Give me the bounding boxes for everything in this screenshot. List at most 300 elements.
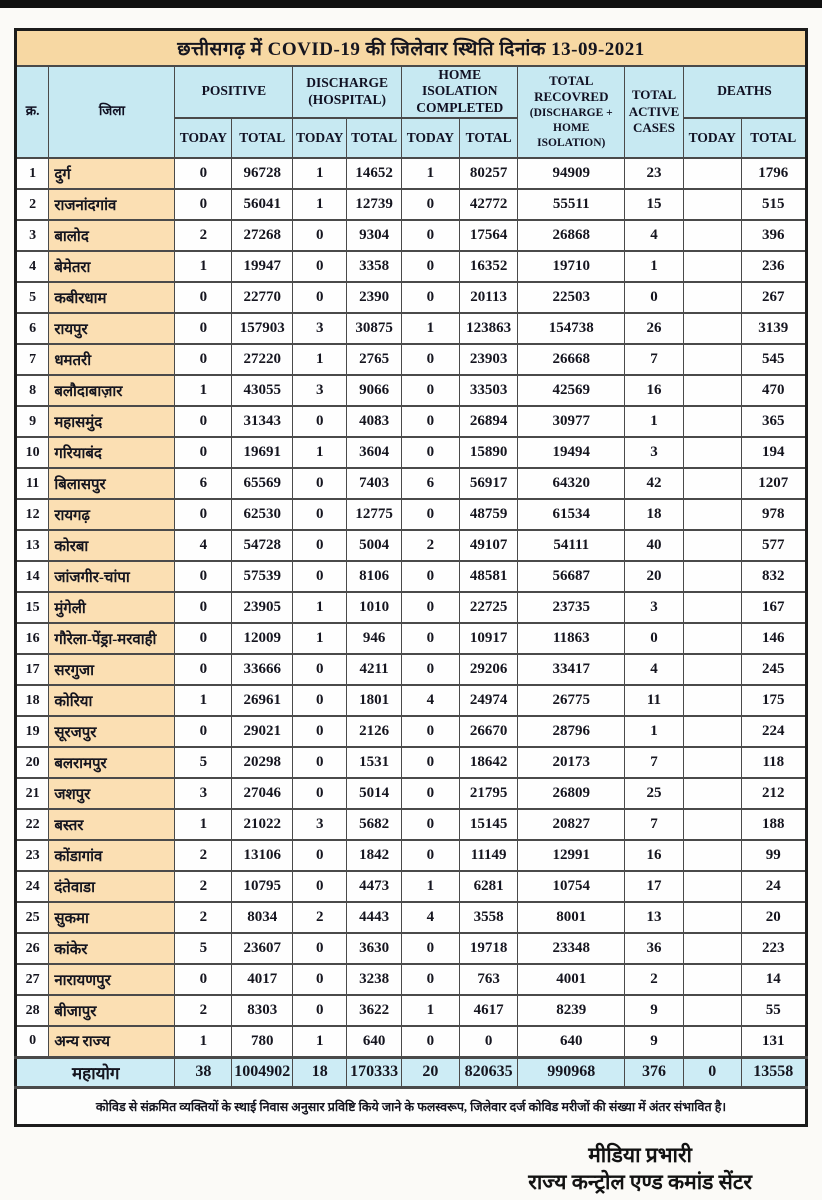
value-cell: 0 bbox=[293, 871, 347, 902]
value-cell: 40 bbox=[625, 530, 684, 561]
value-cell: 2126 bbox=[347, 716, 402, 747]
district-cell: कबीरधाम bbox=[49, 282, 175, 313]
district-cell: सरगुजा bbox=[49, 654, 175, 685]
value-cell: 0 bbox=[402, 344, 460, 375]
total-deaths-total: 13558 bbox=[741, 1057, 806, 1087]
value-cell bbox=[683, 220, 741, 251]
value-cell bbox=[683, 406, 741, 437]
value-cell: 20827 bbox=[518, 809, 625, 840]
district-cell: बालोद bbox=[49, 220, 175, 251]
value-cell bbox=[683, 778, 741, 809]
district-cell: दंतेवाडा bbox=[49, 871, 175, 902]
table-row bbox=[16, 282, 807, 313]
value-cell: 7 bbox=[625, 809, 684, 840]
value-cell: 9 bbox=[625, 995, 684, 1026]
district-cell: कोंडागांव bbox=[49, 840, 175, 871]
value-cell: 2390 bbox=[347, 282, 402, 313]
value-cell bbox=[683, 251, 741, 282]
value-cell: 36 bbox=[625, 933, 684, 964]
serial-cell: 14 bbox=[16, 561, 49, 592]
value-cell: 4211 bbox=[347, 654, 402, 685]
value-cell: 14 bbox=[741, 964, 806, 995]
table-body bbox=[16, 158, 807, 1057]
district-cell: अन्य राज्य bbox=[49, 1026, 175, 1057]
value-cell: 6 bbox=[402, 468, 460, 499]
value-cell: 19494 bbox=[518, 437, 625, 468]
value-cell: 0 bbox=[402, 220, 460, 251]
value-cell: 0 bbox=[402, 747, 460, 778]
value-cell: 2 bbox=[175, 871, 232, 902]
serial-cell: 17 bbox=[16, 654, 49, 685]
value-cell: 26670 bbox=[459, 716, 518, 747]
value-cell bbox=[683, 995, 741, 1026]
value-cell: 14652 bbox=[347, 158, 402, 189]
value-cell: 1801 bbox=[347, 685, 402, 716]
value-cell: 3604 bbox=[347, 437, 402, 468]
serial-cell: 0 bbox=[16, 1026, 49, 1057]
value-cell: 4 bbox=[402, 902, 460, 933]
value-cell: 12991 bbox=[518, 840, 625, 871]
value-cell: 54728 bbox=[232, 530, 293, 561]
district-cell: जशपुर bbox=[49, 778, 175, 809]
value-cell: 3 bbox=[625, 437, 684, 468]
value-cell: 470 bbox=[741, 375, 806, 406]
value-cell: 0 bbox=[175, 437, 232, 468]
value-cell: 0 bbox=[175, 623, 232, 654]
value-cell: 0 bbox=[402, 592, 460, 623]
table-row bbox=[16, 251, 807, 282]
serial-cell: 27 bbox=[16, 964, 49, 995]
value-cell: 978 bbox=[741, 499, 806, 530]
value-cell: 4 bbox=[175, 530, 232, 561]
value-cell bbox=[683, 1026, 741, 1057]
value-cell: 20173 bbox=[518, 747, 625, 778]
value-cell: 0 bbox=[402, 933, 460, 964]
table-row bbox=[16, 406, 807, 437]
value-cell bbox=[683, 809, 741, 840]
value-cell: 146 bbox=[741, 623, 806, 654]
serial-cell: 4 bbox=[16, 251, 49, 282]
value-cell: 2 bbox=[402, 530, 460, 561]
value-cell: 1 bbox=[293, 158, 347, 189]
value-cell: 10795 bbox=[232, 871, 293, 902]
serial-cell: 1 bbox=[16, 158, 49, 189]
table-row bbox=[16, 1026, 807, 1057]
value-cell: 11149 bbox=[459, 840, 518, 871]
value-cell: 26894 bbox=[459, 406, 518, 437]
value-cell: 26 bbox=[625, 313, 684, 344]
value-cell bbox=[683, 902, 741, 933]
table-row bbox=[16, 313, 807, 344]
value-cell: 15145 bbox=[459, 809, 518, 840]
value-cell: 20 bbox=[625, 561, 684, 592]
col-header-discharge: DISCHARGE (HOSPITAL) bbox=[293, 66, 402, 119]
value-cell: 0 bbox=[293, 251, 347, 282]
value-cell bbox=[683, 282, 741, 313]
serial-cell: 19 bbox=[16, 716, 49, 747]
value-cell: 5682 bbox=[347, 809, 402, 840]
value-cell: 0 bbox=[293, 778, 347, 809]
serial-cell: 20 bbox=[16, 747, 49, 778]
value-cell: 175 bbox=[741, 685, 806, 716]
value-cell: 0 bbox=[293, 406, 347, 437]
table-row bbox=[16, 468, 807, 499]
value-cell: 0 bbox=[402, 189, 460, 220]
value-cell: 167 bbox=[741, 592, 806, 623]
value-cell: 16352 bbox=[459, 251, 518, 282]
value-cell bbox=[683, 375, 741, 406]
value-cell: 245 bbox=[741, 654, 806, 685]
value-cell: 5 bbox=[175, 933, 232, 964]
value-cell: 4 bbox=[625, 220, 684, 251]
value-cell: 0 bbox=[402, 375, 460, 406]
value-cell: 17 bbox=[625, 871, 684, 902]
value-cell: 8303 bbox=[232, 995, 293, 1026]
table-row bbox=[16, 158, 807, 189]
col-header-deaths-today: TODAY bbox=[683, 118, 741, 158]
value-cell: 0 bbox=[175, 499, 232, 530]
value-cell: 0 bbox=[459, 1026, 518, 1057]
col-header-positive-total: TOTAL bbox=[232, 118, 293, 158]
value-cell: 396 bbox=[741, 220, 806, 251]
value-cell: 3558 bbox=[459, 902, 518, 933]
value-cell: 24974 bbox=[459, 685, 518, 716]
value-cell: 4617 bbox=[459, 995, 518, 1026]
value-cell: 0 bbox=[293, 530, 347, 561]
serial-cell: 11 bbox=[16, 468, 49, 499]
table-row bbox=[16, 530, 807, 561]
value-cell: 4 bbox=[402, 685, 460, 716]
value-cell: 99 bbox=[741, 840, 806, 871]
value-cell: 1 bbox=[402, 995, 460, 1026]
value-cell: 1 bbox=[402, 871, 460, 902]
value-cell: 20298 bbox=[232, 747, 293, 778]
district-cell: सूरजपुर bbox=[49, 716, 175, 747]
table-row bbox=[16, 902, 807, 933]
value-cell bbox=[683, 623, 741, 654]
grand-total-label: महायोग bbox=[16, 1057, 175, 1087]
value-cell: 49107 bbox=[459, 530, 518, 561]
serial-cell: 22 bbox=[16, 809, 49, 840]
value-cell: 21022 bbox=[232, 809, 293, 840]
signature-line-1: मीडिया प्रभारी bbox=[588, 1143, 692, 1167]
value-cell: 22503 bbox=[518, 282, 625, 313]
value-cell: 9 bbox=[625, 1026, 684, 1057]
value-cell: 0 bbox=[402, 840, 460, 871]
value-cell: 1531 bbox=[347, 747, 402, 778]
value-cell: 30875 bbox=[347, 313, 402, 344]
total-positive-total: 1004902 bbox=[232, 1057, 293, 1087]
value-cell: 0 bbox=[293, 747, 347, 778]
value-cell: 16 bbox=[625, 840, 684, 871]
value-cell: 56041 bbox=[232, 189, 293, 220]
table-row bbox=[16, 344, 807, 375]
value-cell: 29021 bbox=[232, 716, 293, 747]
value-cell: 0 bbox=[293, 964, 347, 995]
value-cell: 0 bbox=[293, 716, 347, 747]
value-cell: 0 bbox=[293, 282, 347, 313]
value-cell: 832 bbox=[741, 561, 806, 592]
value-cell: 43055 bbox=[232, 375, 293, 406]
value-cell: 0 bbox=[402, 964, 460, 995]
value-cell bbox=[683, 964, 741, 995]
district-cell: बीजापुर bbox=[49, 995, 175, 1026]
value-cell: 1 bbox=[293, 437, 347, 468]
value-cell: 223 bbox=[741, 933, 806, 964]
value-cell bbox=[683, 747, 741, 778]
value-cell bbox=[683, 313, 741, 344]
value-cell: 4473 bbox=[347, 871, 402, 902]
value-cell bbox=[683, 685, 741, 716]
value-cell: 6281 bbox=[459, 871, 518, 902]
table-row bbox=[16, 437, 807, 468]
district-cell: महासमुंद bbox=[49, 406, 175, 437]
value-cell: 19691 bbox=[232, 437, 293, 468]
value-cell: 946 bbox=[347, 623, 402, 654]
value-cell: 0 bbox=[175, 716, 232, 747]
top-black-strip bbox=[0, 0, 822, 8]
value-cell: 62530 bbox=[232, 499, 293, 530]
value-cell: 12009 bbox=[232, 623, 293, 654]
value-cell: 2 bbox=[625, 964, 684, 995]
value-cell: 3 bbox=[293, 375, 347, 406]
value-cell: 42 bbox=[625, 468, 684, 499]
value-cell: 23 bbox=[625, 158, 684, 189]
value-cell: 0 bbox=[293, 685, 347, 716]
value-cell: 23607 bbox=[232, 933, 293, 964]
table-row bbox=[16, 375, 807, 406]
total-homeiso-today: 20 bbox=[402, 1057, 460, 1087]
value-cell: 4083 bbox=[347, 406, 402, 437]
value-cell: 3 bbox=[293, 809, 347, 840]
value-cell: 31343 bbox=[232, 406, 293, 437]
value-cell: 1 bbox=[625, 406, 684, 437]
value-cell: 2 bbox=[293, 902, 347, 933]
value-cell: 18 bbox=[625, 499, 684, 530]
value-cell: 2765 bbox=[347, 344, 402, 375]
value-cell: 0 bbox=[175, 313, 232, 344]
value-cell: 0 bbox=[293, 995, 347, 1026]
value-cell: 80257 bbox=[459, 158, 518, 189]
covid-status-table bbox=[14, 28, 808, 1127]
serial-cell: 26 bbox=[16, 933, 49, 964]
value-cell: 55511 bbox=[518, 189, 625, 220]
value-cell: 56687 bbox=[518, 561, 625, 592]
serial-cell: 23 bbox=[16, 840, 49, 871]
serial-cell: 13 bbox=[16, 530, 49, 561]
serial-cell: 8 bbox=[16, 375, 49, 406]
value-cell: 33666 bbox=[232, 654, 293, 685]
total-discharge-total: 170333 bbox=[347, 1057, 402, 1087]
value-cell: 0 bbox=[402, 251, 460, 282]
district-cell: बिलासपुर bbox=[49, 468, 175, 499]
value-cell: 19710 bbox=[518, 251, 625, 282]
value-cell bbox=[683, 716, 741, 747]
value-cell: 0 bbox=[402, 654, 460, 685]
value-cell: 0 bbox=[175, 344, 232, 375]
district-cell: गरियाबंद bbox=[49, 437, 175, 468]
value-cell: 515 bbox=[741, 189, 806, 220]
value-cell: 0 bbox=[175, 964, 232, 995]
value-cell: 27046 bbox=[232, 778, 293, 809]
value-cell: 1842 bbox=[347, 840, 402, 871]
value-cell: 27220 bbox=[232, 344, 293, 375]
signature-line-2: राज्य कन्ट्रोल एण्ड कमांड सेंटर bbox=[528, 1170, 752, 1195]
table-row bbox=[16, 220, 807, 251]
value-cell: 96728 bbox=[232, 158, 293, 189]
col-header-homeiso-total: TOTAL bbox=[459, 118, 518, 158]
value-cell: 267 bbox=[741, 282, 806, 313]
value-cell: 3630 bbox=[347, 933, 402, 964]
value-cell: 577 bbox=[741, 530, 806, 561]
value-cell: 0 bbox=[175, 592, 232, 623]
value-cell: 1 bbox=[402, 158, 460, 189]
value-cell: 8001 bbox=[518, 902, 625, 933]
value-cell: 0 bbox=[402, 716, 460, 747]
value-cell: 0 bbox=[293, 654, 347, 685]
value-cell: 11 bbox=[625, 685, 684, 716]
value-cell: 1 bbox=[402, 313, 460, 344]
value-cell: 8106 bbox=[347, 561, 402, 592]
table-row bbox=[16, 747, 807, 778]
serial-cell: 6 bbox=[16, 313, 49, 344]
district-cell: कोरिया bbox=[49, 685, 175, 716]
value-cell: 65569 bbox=[232, 468, 293, 499]
value-cell: 1 bbox=[293, 189, 347, 220]
value-cell: 0 bbox=[402, 1026, 460, 1057]
table-row bbox=[16, 778, 807, 809]
district-cell: बलौदाबाज़ार bbox=[49, 375, 175, 406]
value-cell: 0 bbox=[293, 220, 347, 251]
col-header-total-active: TOTAL ACTIVE CASES bbox=[625, 66, 684, 159]
table-row bbox=[16, 592, 807, 623]
value-cell: 48581 bbox=[459, 561, 518, 592]
value-cell: 0 bbox=[293, 840, 347, 871]
value-cell: 763 bbox=[459, 964, 518, 995]
value-cell: 42772 bbox=[459, 189, 518, 220]
value-cell: 8239 bbox=[518, 995, 625, 1026]
table-row bbox=[16, 716, 807, 747]
value-cell: 0 bbox=[175, 406, 232, 437]
signature-block bbox=[528, 1142, 752, 1197]
value-cell: 236 bbox=[741, 251, 806, 282]
value-cell: 3358 bbox=[347, 251, 402, 282]
value-cell: 365 bbox=[741, 406, 806, 437]
district-cell: रायगढ़ bbox=[49, 499, 175, 530]
value-cell: 27268 bbox=[232, 220, 293, 251]
district-cell: नारायणपुर bbox=[49, 964, 175, 995]
district-cell: कांकेर bbox=[49, 933, 175, 964]
col-header-positive-today: TODAY bbox=[175, 118, 232, 158]
value-cell bbox=[683, 499, 741, 530]
page-title: छत्तीसगढ़ में COVID-19 की जिलेवार स्थिति दिनांक 13-09-2021 bbox=[16, 30, 807, 66]
value-cell: 0 bbox=[402, 809, 460, 840]
total-discharge-today: 18 bbox=[293, 1057, 347, 1087]
value-cell: 19947 bbox=[232, 251, 293, 282]
total-active: 376 bbox=[625, 1057, 684, 1087]
value-cell: 3139 bbox=[741, 313, 806, 344]
value-cell: 23903 bbox=[459, 344, 518, 375]
total-positive-today: 38 bbox=[175, 1057, 232, 1087]
value-cell bbox=[683, 189, 741, 220]
value-cell: 26809 bbox=[518, 778, 625, 809]
value-cell: 56917 bbox=[459, 468, 518, 499]
value-cell: 61534 bbox=[518, 499, 625, 530]
grand-total-row bbox=[16, 1057, 807, 1087]
value-cell: 212 bbox=[741, 778, 806, 809]
value-cell: 0 bbox=[293, 933, 347, 964]
table-row bbox=[16, 871, 807, 902]
value-cell bbox=[683, 530, 741, 561]
value-cell: 22770 bbox=[232, 282, 293, 313]
table-row bbox=[16, 995, 807, 1026]
value-cell: 33503 bbox=[459, 375, 518, 406]
table-row bbox=[16, 623, 807, 654]
table-row bbox=[16, 809, 807, 840]
value-cell: 64320 bbox=[518, 468, 625, 499]
district-cell: जांजगीर-चांपा bbox=[49, 561, 175, 592]
value-cell: 0 bbox=[293, 499, 347, 530]
value-cell: 10754 bbox=[518, 871, 625, 902]
value-cell: 10917 bbox=[459, 623, 518, 654]
serial-cell: 9 bbox=[16, 406, 49, 437]
header-row-1 bbox=[16, 66, 807, 119]
value-cell: 9066 bbox=[347, 375, 402, 406]
value-cell: 21795 bbox=[459, 778, 518, 809]
value-cell: 2 bbox=[175, 902, 232, 933]
value-cell: 19718 bbox=[459, 933, 518, 964]
value-cell: 1 bbox=[175, 1026, 232, 1057]
table-row bbox=[16, 189, 807, 220]
value-cell: 24 bbox=[741, 871, 806, 902]
district-cell: बस्तर bbox=[49, 809, 175, 840]
footnote-text: कोविड से संक्रमित व्यक्तियों के स्थाई निवास अनुसार प्रविष्टि किये जाने के फलस्वरूप, जिलेवार दर्ज कोविड मरीजों की संख्या में अंतर संभावित है। bbox=[16, 1087, 807, 1125]
value-cell: 3 bbox=[625, 592, 684, 623]
value-cell: 3622 bbox=[347, 995, 402, 1026]
value-cell: 4017 bbox=[232, 964, 293, 995]
serial-cell: 18 bbox=[16, 685, 49, 716]
value-cell: 5 bbox=[175, 747, 232, 778]
value-cell: 6 bbox=[175, 468, 232, 499]
value-cell: 1 bbox=[175, 685, 232, 716]
value-cell: 29206 bbox=[459, 654, 518, 685]
serial-cell: 16 bbox=[16, 623, 49, 654]
value-cell: 26668 bbox=[518, 344, 625, 375]
title-row bbox=[16, 30, 807, 66]
value-cell: 42569 bbox=[518, 375, 625, 406]
district-cell: गौरेला-पेंड्रा-मरवाही bbox=[49, 623, 175, 654]
value-cell: 17564 bbox=[459, 220, 518, 251]
district-cell: दुर्ग bbox=[49, 158, 175, 189]
value-cell bbox=[683, 871, 741, 902]
value-cell: 1 bbox=[625, 716, 684, 747]
serial-cell: 15 bbox=[16, 592, 49, 623]
col-header-home-isolation: HOME ISOLATION COMPLETED bbox=[402, 66, 518, 119]
value-cell: 2 bbox=[175, 995, 232, 1026]
value-cell: 0 bbox=[175, 189, 232, 220]
serial-cell: 25 bbox=[16, 902, 49, 933]
value-cell bbox=[683, 654, 741, 685]
value-cell: 640 bbox=[347, 1026, 402, 1057]
value-cell: 15 bbox=[625, 189, 684, 220]
value-cell: 11863 bbox=[518, 623, 625, 654]
serial-cell: 12 bbox=[16, 499, 49, 530]
table-row bbox=[16, 654, 807, 685]
value-cell: 48759 bbox=[459, 499, 518, 530]
value-cell: 0 bbox=[293, 468, 347, 499]
value-cell: 1207 bbox=[741, 468, 806, 499]
value-cell: 1 bbox=[293, 1026, 347, 1057]
